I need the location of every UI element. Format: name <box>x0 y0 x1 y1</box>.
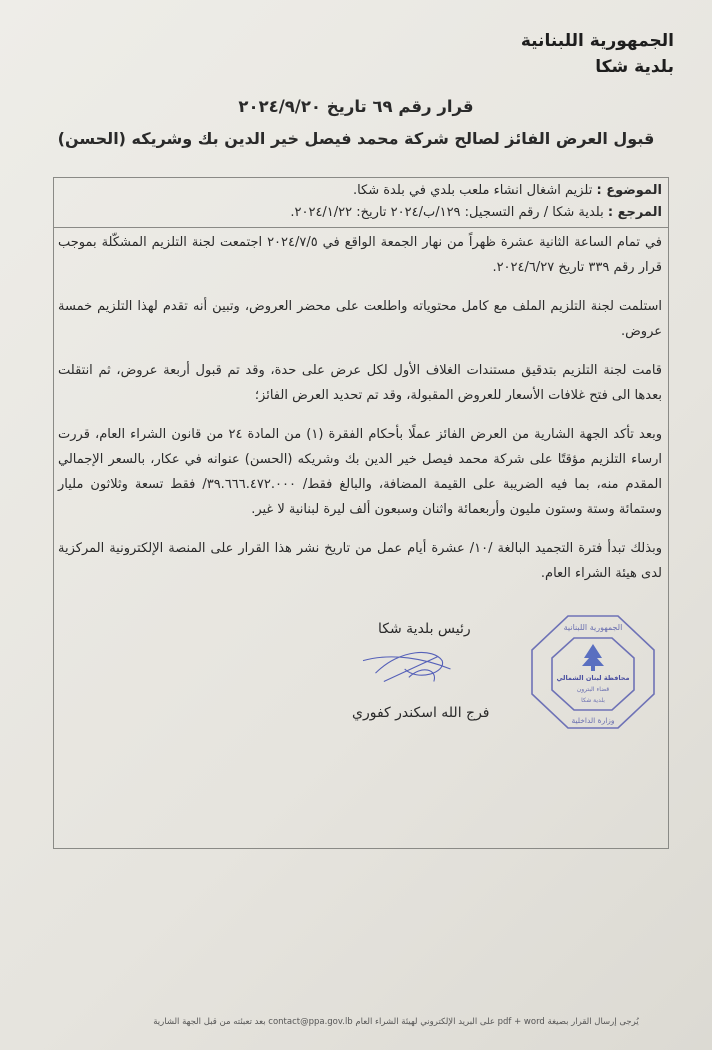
official-stamp <box>528 612 658 734</box>
decision-body <box>54 228 668 586</box>
stamp-outer-top: الجمهورية اللبنانية <box>563 623 623 632</box>
reference-row <box>58 202 662 224</box>
stamp-outer-bottom: وزارة الداخلية <box>571 716 615 725</box>
stamp-inner-3: بلدية شكا <box>581 697 605 704</box>
cedar-icon <box>582 644 604 671</box>
footer-note: يُرجى إرسال القرار بصيغة pdf + word على البريد الإلكتروني لهيئة الشراء العام contact@ppa.gov.lb بعد تعبئته من قبل الجهة الشارية <box>153 1017 639 1027</box>
letterhead <box>521 28 674 80</box>
stamp-inner-2: قضاء البترون <box>576 686 610 693</box>
reference-text: بلدية شكا / رقم التسجيل: ١٢٩/ب/٢٠٢٤ تاريخ: ٢٠٢٤/١/٢٢. <box>290 205 608 220</box>
decision-box <box>53 177 669 849</box>
decision-title: قرار رقم ٦٩ تاريخ ٢٠٢٤/٩/٢٠ <box>238 97 474 116</box>
paragraph: وبعد تأكد الجهة الشارية من العرض الفائز عملًا بأحكام الفقرة (١) من المادة ٢٤ من قانون الشراء العام، قررت ارساء التلزيم مؤقتًا على شركة محمد فيصل خير الدين بك وشريكه (الحسن) عنوانه في عكار، بالسعر الإجمالي المقدم منه، بما فيه الضريبة على القيمة المضافة، والبالغ فقط/ ٣٩.٦٦٦.٤٧٢.٠٠٠/ فقط تسعة وثلاثون مليار وستمائة وستة وستون مليون وأربعمائة واثنان وسبعون ألف ليرة لبنانية لا غير. <box>58 427 662 517</box>
subject-label: الموضوع : <box>596 183 662 198</box>
reference-label: المرجع : <box>607 205 662 220</box>
subject-row <box>58 180 662 202</box>
handwritten-signature <box>348 644 478 694</box>
subject-text: تلزيم اشغال انشاء ملعب بلدي في بلدة شكا. <box>352 183 597 198</box>
signatory-name: فرج الله اسكندر كفوري <box>352 705 490 721</box>
letterhead-municipality: بلدية شكا <box>595 57 674 77</box>
subject-reference-rows <box>54 178 668 228</box>
paragraph: قامت لجنة التلزيم بتدقيق مستندات الغلاف الأول لكل عرض على حدة، وقد تم قبول أربعة عروض، ثم انتقلت بعدها الى فتح غلافات الأسعار للعروض المقبولة، وقد تم تحديد العرض الفائز؛ <box>58 363 662 403</box>
decision-subtitle: قبول العرض الفائز لصالح شركة محمد فيصل خير الدين بك وشريكه (الحسن) <box>57 129 655 148</box>
stamp-inner-1: محافظة لبنان الشمالي <box>556 674 630 682</box>
signatory-title: رئيس بلدية شكا <box>378 621 471 637</box>
paragraph: وبذلك تبدأ فترة التجميد البالغة /١٠/ عشرة أيام عمل من تاريخ نشر هذا القرار على المنصة الإلكترونية المركزية لدى هيئة الشراء العام. <box>58 541 662 581</box>
paragraph: في تمام الساعة الثانية عشرة ظهراً من نهار الجمعة الواقع في ٢٠٢٤/٧/٥ اجتمعت لجنة التلزيم المشكّلة بموجب قرار رقم ٣٣٩ تاريخ ٢٠٢٤/٦/٢٧. <box>58 235 663 275</box>
paragraph: استلمت لجنة التلزيم الملف مع كامل محتوياته واطلعت على محضر العروض، وتبين أنه تقدم لهذا التلزيم خمسة عروض. <box>58 299 662 339</box>
signature-block <box>348 612 668 737</box>
letterhead-republic: الجمهورية اللبنانية <box>520 31 674 51</box>
